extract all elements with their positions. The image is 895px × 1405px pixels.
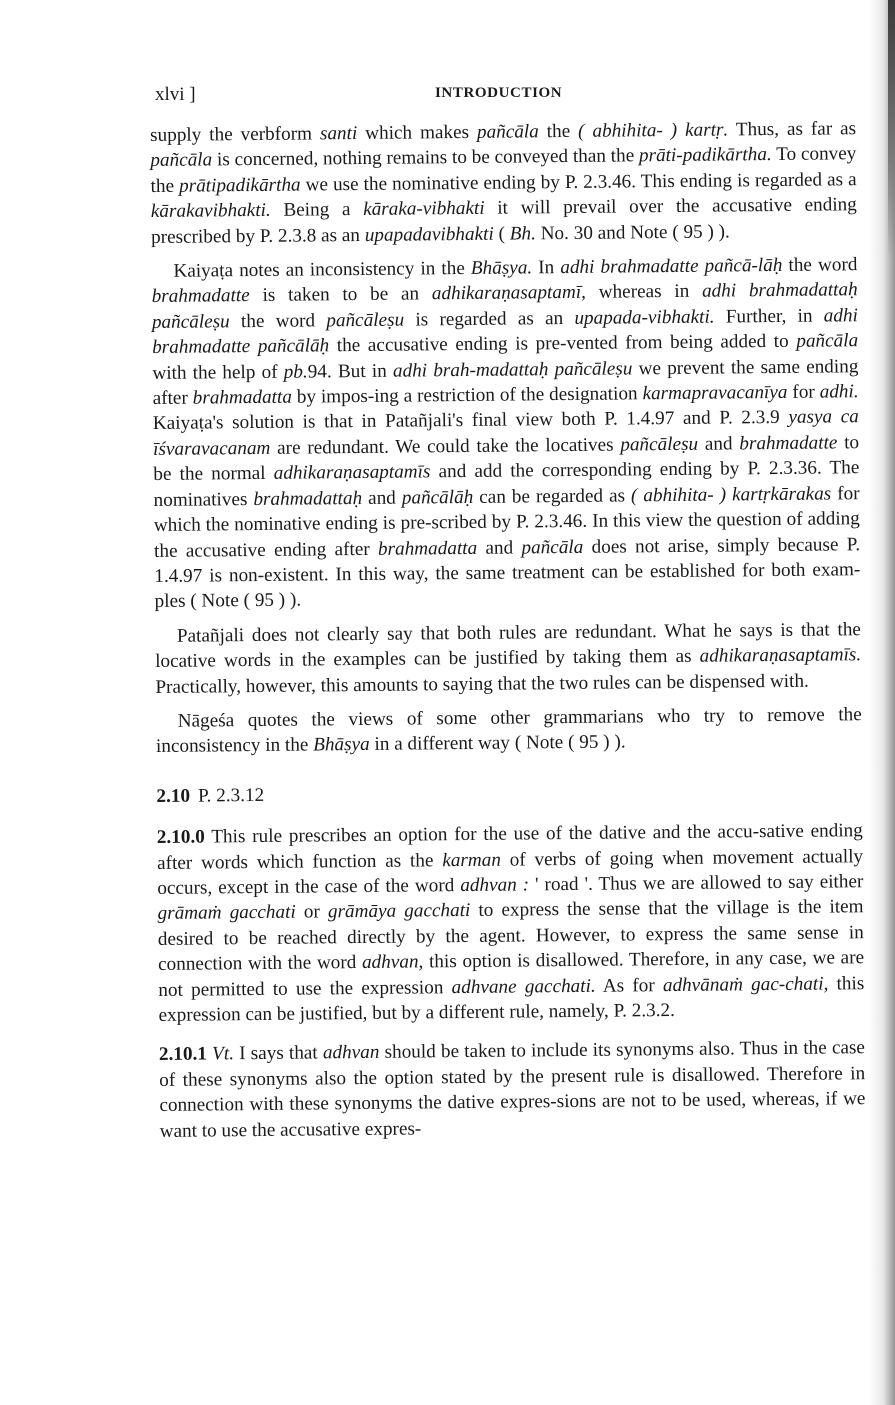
subsection-number: 2.10.1 <box>158 1043 208 1066</box>
folio: xlvi ] <box>155 84 196 105</box>
paragraph-1: supply the verbform santi which makes pañcāla the ( abhihita- ) kartṛ. Thus, as far as pañcāla is concerned, nothing remains to be conveyed than the prāti-padikārtha. To convey the prātipadikārtha we use the nominative ending by P. 2.3.46. This ending is regarded as a kārakavibhakti. Being a kāraka-vibhakti it will prevail over the accusative ending prescribed by P. 2.3.8 as an upapadavibhakti ( Bh. No. 30 and Note ( 95 ) ). <box>150 118 857 248</box>
paragraph-4: Nāgeśa quotes the views of some other grammarians who try to remove the inconsistency in the Bhāṣya in a different way ( Note ( 95 ) ). <box>155 704 862 758</box>
page-body <box>150 116 866 1144</box>
section-heading <box>156 777 862 809</box>
subsection-number: 2.10.0 <box>156 826 205 849</box>
page-header <box>155 84 845 114</box>
running-head: INTRODUCTION <box>435 85 563 101</box>
section-rule: P. 2.3.12 <box>197 784 265 807</box>
paragraph-2: Kaiyaṭa notes an inconsistency in the Bhāṣya. In adhi brahmadatte pañcā-lāḥ the word brahmadatte is taken to be an adhikaraṇasaptamī, whereas in adhi brahmadattaḥ pañcāleṣu the word pañcāleṣu is regarded as an upapada-vibhakti. Further, in adhi brahmadatte pañcālāḥ the accusative ending is pre-vented from being added to pañcāla with the help of pb.94. But in adhi brah-madattaḥ pañcāleṣu we prevent the same ending after brahmadatta by impos-ing a restriction of the designation karmapravacanīya for adhi. Kaiyaṭa's solution is that in Patañjali's final view both P. 1.4.97 and P. 2.3.9 yasya ca īśvaravacanam are redundant. We could take the locatives pañcāleṣu and brahmadatte to be the normal adhikaraṇasaptamīs and add the corresponding ending by P. 2.3.36. The nominatives brahmadattaḥ and pañcālāḥ can be regarded as ( abhihita- ) kartṛkārakas for which the nominative ending is pre-scribed by P. 2.3.46. In this view the question of adding the accusative ending after brahmadatta and pañcāla does not arise, simply because P. 1.4.97 is non-existent. In this way, the same treatment can be established for both exam-ples ( Note ( 95 ) ). <box>151 254 861 613</box>
section-number: 2.10 <box>156 785 191 807</box>
page-edge-dark-strip <box>888 0 895 260</box>
paragraph-2-10-0: 2.10.0 This rule prescribes an option for the use of the dative and the accu-sative ending after words which function as the karman of verbs of going when movement actually occurs, except in the case of the word adhvan : ' road '. Thus we are allowed to say either grāmaṁ gacchati or grāmāya gacchati to express the sense that the village is the item desired to be reached directly by the agent. However, to express the same sense in connection with the word adhvan, this option is disallowed. Therefore, in any case, we are not permitted to use the expression adhvane gacchati. As for adhvānaṁ gac-chati, this expression can be justified, but by a different rule, namely, P. 2.3.2. <box>156 820 865 1026</box>
paragraph-2-10-1: 2.10.1 Vt. I says that adhvan should be taken to include its synonyms also. Thus in the case of these synonyms also the option stated by the present rule is disallowed. Therefore in connection with these synonyms the dative expres-sions are not to be used, whereas, if we want to use the accusative expres- <box>158 1037 866 1142</box>
paragraph-3: Patañjali does not clearly say that both rules are redundant. What he says is that the locative words in the examples can be justified by taking them as adhikaraṇasaptamīs. Practically, however, this amounts to saying that the two rules can be dispensed with. <box>155 618 862 698</box>
